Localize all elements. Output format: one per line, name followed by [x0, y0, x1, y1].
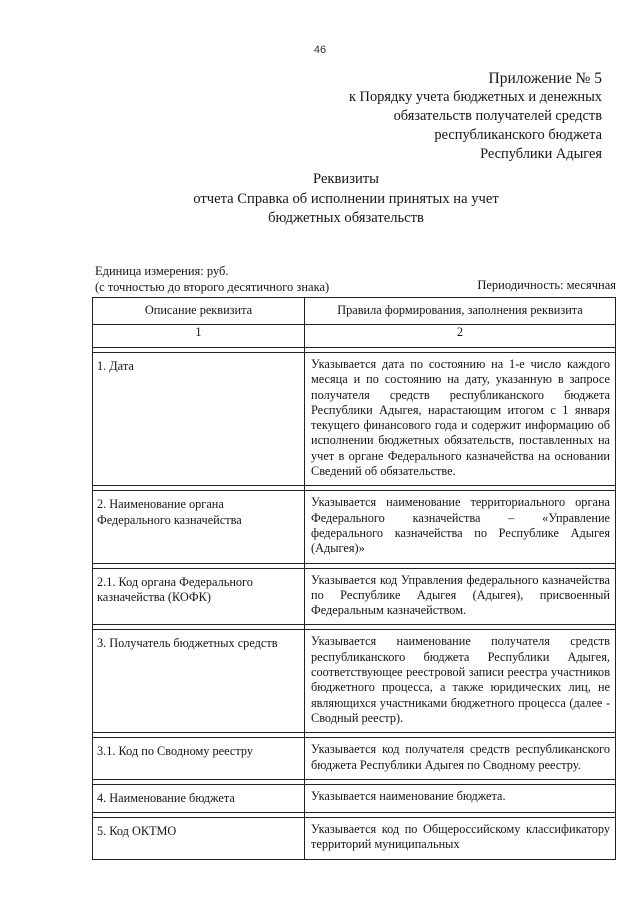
appendix-line: к Порядку учета бюджетных и денежных — [348, 89, 602, 105]
requisite-rule: Указывается наименование территориального органа Федерального казначейства – «Управление федерального казначейства по Республике Адыгея (Адыгея)» — [305, 491, 616, 563]
table-row — [93, 784, 616, 812]
appendix-block — [349, 69, 602, 164]
appendix-line: Приложение № 5 — [488, 70, 602, 87]
requisite-description: 2.1. Код органа Федерального казначейства (КОФК) — [93, 568, 305, 625]
table-row — [93, 738, 616, 780]
table-row — [93, 568, 616, 625]
requisite-rule: Указывается наименование получателя средств республиканского бюджета Республики Адыгея, соответствующее реестровой записи реестра участников бюджетного процесса, а также юридических лиц, не являющихся участниками бюджетного процесса (далее - Сводный реестр). — [305, 630, 616, 733]
requisite-rule: Указывается код Управления федерального казначейства по Республике Адыгея (Адыгея), присвоенный Федеральным казначейством. — [305, 568, 616, 625]
table-row — [93, 818, 616, 860]
appendix-line: республиканского бюджета — [434, 127, 602, 143]
requisite-description: 1. Дата — [93, 353, 305, 486]
title-line: отчета Справка об исполнении принятых на учет — [193, 190, 499, 207]
appendix-line: Республики Адыгея — [480, 146, 602, 162]
table-header-row — [93, 298, 616, 325]
periodicity: Периодичность: месячная — [477, 278, 616, 292]
appendix-line: обязательств получателей средств — [393, 108, 602, 124]
requisites-table — [92, 297, 616, 860]
document-title — [80, 170, 612, 229]
page-number: 46 — [313, 44, 327, 56]
table-row — [93, 491, 616, 563]
column-number: 1 — [93, 325, 305, 348]
column-header-rule: Правила формирования, заполнения реквизита — [305, 298, 616, 325]
requisite-rule: Указывается код по Общероссийскому классификатору территорий муниципальных — [305, 818, 616, 860]
column-number: 2 — [305, 325, 616, 348]
title-line: Реквизиты — [313, 171, 379, 187]
title-line: бюджетных обязательств — [268, 210, 424, 226]
requisite-rule: Указывается наименование бюджета. — [305, 784, 616, 812]
requisite-description: 3. Получатель бюджетных средств — [93, 630, 305, 733]
table-row — [93, 630, 616, 733]
requisite-description: 5. Код ОКТМО — [93, 818, 305, 860]
unit-line: Единица измерения: руб. — [95, 264, 229, 278]
precision-line: (с точностью до второго десятичного знака) — [95, 280, 330, 294]
requisite-rule: Указывается код получателя средств республиканского бюджета Республики Адыгея по Сводному реестру. — [305, 738, 616, 780]
requisite-description: 3.1. Код по Сводному реестру — [93, 738, 305, 780]
requisite-rule: Указывается дата по состоянию на 1-е число каждого месяца и по состоянию на дату, указанную в запросе получателя средств республиканского бюджета Республики Адыгея, нарастающим итогом с 1 января текущего финансового года и содержит информацию об исполнении бюджетных обязательств, поставленных на учет в органе Федерального казначейства на основании Сведений об обязательстве. — [305, 353, 616, 486]
requisite-description: 2. Наименование органа Федерального казначейства — [93, 491, 305, 563]
unit-of-measure — [95, 263, 329, 295]
column-header-description: Описание реквизита — [93, 298, 305, 325]
requisite-description: 4. Наименование бюджета — [93, 784, 305, 812]
column-number-row — [93, 325, 616, 348]
table-row — [93, 353, 616, 486]
